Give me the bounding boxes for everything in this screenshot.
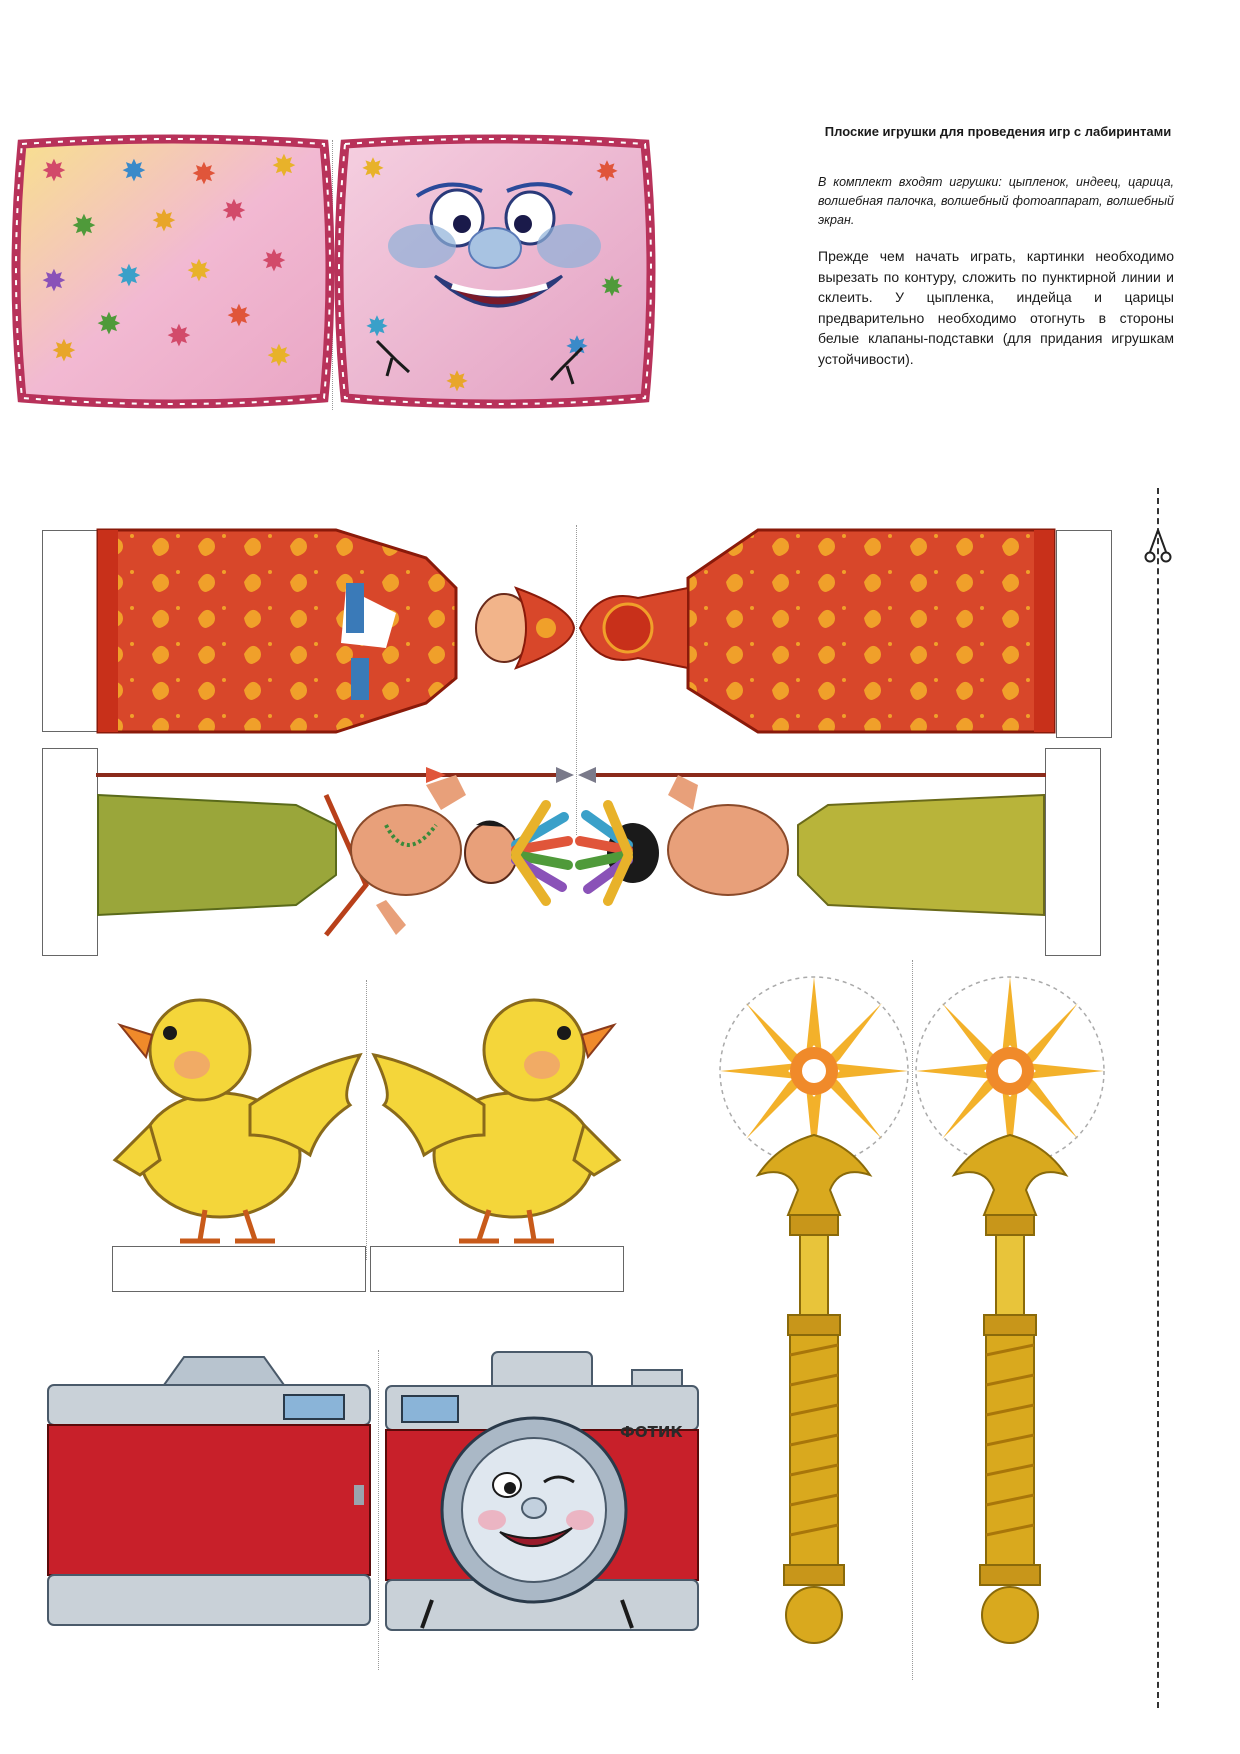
svg-text:✸: ✸: [565, 330, 589, 363]
indian-tab-left: [42, 748, 98, 956]
pillow-right-face: [337, 136, 653, 406]
svg-text:✸: ✸: [365, 310, 389, 343]
instructions: Прежде чем начать играть, картинки необходимо вырезать по контуру, сложить по пунктирной линии и склеить. У цыпленка, индейца и царицы предварительно необходимо отогнуть в стороны белые клапаны-подставки (для придания игрушкам устойчивости).: [818, 248, 1174, 367]
svg-text:✸: ✸: [41, 264, 67, 299]
indian-front: [96, 755, 574, 955]
svg-text:✸: ✸: [96, 307, 122, 342]
svg-text:✸: ✸: [166, 319, 192, 354]
svg-text:✸: ✸: [51, 334, 77, 369]
chick-fold-line: [366, 980, 367, 1260]
svg-text:✸: ✸: [226, 299, 252, 334]
chick-right: [370, 985, 624, 1243]
svg-text:✸: ✸: [595, 155, 619, 188]
page-title: Плоские игрушки для проведения игр с лабиринтами: [824, 124, 1172, 139]
svg-text:✸: ✸: [261, 244, 287, 279]
svg-text:✸: ✸: [445, 365, 469, 398]
queen-back: [578, 528, 1056, 734]
camera-label: ФОТИК: [620, 1423, 683, 1441]
kit-description: В комплект входят игрушки: цыпленок, индеец, царица, волшебная палочка, волшебный фотоаппарат, волшебный экран.: [818, 175, 1174, 227]
camera-front: [382, 1350, 702, 1650]
wand-left: [718, 975, 910, 1645]
queen-front: [96, 528, 574, 734]
svg-text:✸: ✸: [121, 154, 147, 189]
chick-tab-right: [370, 1246, 624, 1292]
wand-fold-line: [912, 960, 913, 1680]
indian-back: [578, 755, 1046, 955]
pillow-left: [14, 136, 332, 406]
svg-text:✸: ✸: [361, 152, 385, 185]
camera-fold-line: [378, 1350, 379, 1670]
cut-line: [1157, 488, 1159, 1708]
scissors-icon[interactable]: [1146, 530, 1170, 564]
chick-tab-left: [112, 1246, 366, 1292]
svg-text:✸: ✸: [600, 270, 624, 303]
svg-text:✸: ✸: [71, 209, 97, 244]
camera-back: [44, 1355, 374, 1645]
wand-right: [914, 975, 1106, 1645]
queen-fold-line: [576, 525, 577, 835]
svg-text:✸: ✸: [271, 149, 297, 184]
svg-text:✸: ✸: [41, 154, 67, 189]
svg-text:✸: ✸: [221, 194, 247, 229]
svg-text:✸: ✸: [151, 204, 177, 239]
svg-text:✸: ✸: [266, 339, 292, 374]
queen-tab-left: [42, 530, 98, 732]
svg-text:✸: ✸: [116, 259, 142, 294]
indian-tab-right: [1045, 748, 1101, 956]
svg-text:✸: ✸: [186, 254, 212, 289]
chick-left: [110, 985, 364, 1243]
queen-tab-right: [1056, 530, 1112, 738]
svg-text:✸: ✸: [191, 157, 217, 192]
